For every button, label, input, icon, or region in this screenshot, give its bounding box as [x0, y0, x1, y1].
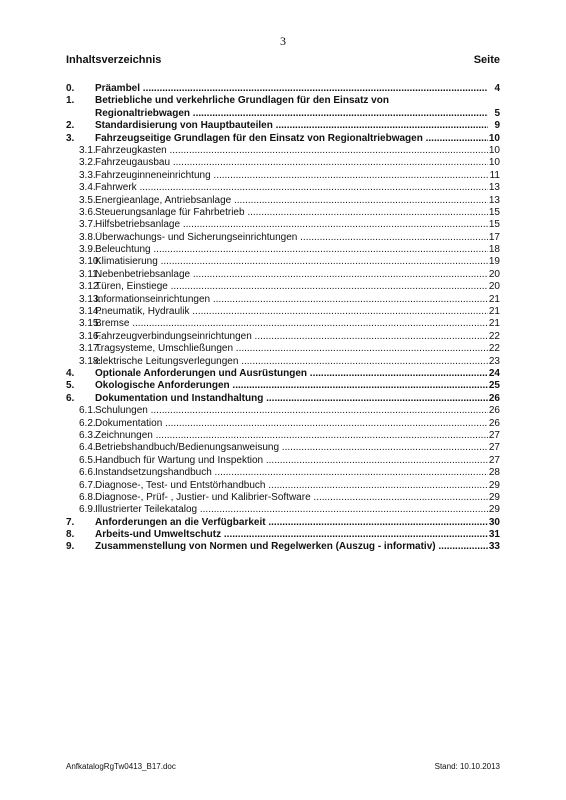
toc-entry-title: Zeichnungen .....	[95, 430, 488, 442]
toc-entry-page: 27	[488, 442, 500, 454]
toc-entry-title: Arbeits-und Umweltschutz .....	[95, 529, 488, 541]
toc-entry-title: Handbuch für Wartung und Inspektion .....	[95, 455, 488, 467]
toc-entry-page: 29	[488, 491, 500, 503]
toc-entry-number: 0.	[66, 83, 75, 94]
toc-entry-page: 26	[488, 405, 500, 417]
toc-entry-number: 3.13.	[79, 293, 102, 305]
toc-entry[interactable]	[66, 442, 500, 454]
toc-entry[interactable]	[66, 108, 500, 120]
toc-entry-title: Dokumentation und Instandhaltung .....	[95, 393, 488, 405]
toc-entry-title: Nebenbetriebsanlage .....	[95, 269, 488, 281]
toc-entry-title: Zusammenstellung von Normen und Regelwerken (Auszug - informativ) .....	[95, 541, 488, 553]
toc-entry-title: Tragsysteme, Umschließungen .....	[95, 343, 488, 355]
toc-entry[interactable]	[66, 480, 500, 492]
toc-entry-page: 28	[488, 467, 500, 479]
toc-entry-page: 15	[488, 219, 500, 231]
toc-entry-number: 6.2.	[79, 417, 96, 429]
toc-entry-number: 3.12.	[79, 281, 102, 293]
toc-entry[interactable]	[66, 95, 500, 107]
toc-entry-title: Schulungen .....	[95, 405, 488, 417]
toc-entry-number: 3.17.	[79, 343, 102, 355]
toc-entry[interactable]	[66, 318, 500, 330]
toc-entry-number: 6.4.	[79, 442, 96, 454]
toc-entry-page: 31	[488, 529, 500, 541]
toc-entry-number: 6.1.	[79, 405, 96, 417]
toc-entry[interactable]	[66, 430, 500, 442]
toc-entry-number: 3.11.	[79, 268, 101, 280]
toc-entry-page: 27	[488, 454, 500, 466]
toc-entry-number: 3.8.	[79, 231, 96, 243]
toc-entry-page: 18	[488, 244, 500, 256]
toc-entry-number: 6.9.	[79, 504, 96, 516]
toc-entry-title: Fahrwerk .....	[95, 182, 488, 194]
toc-entry-number: 3.3.	[79, 169, 96, 181]
toc-entry-page: 21	[488, 306, 500, 318]
toc-entry[interactable]	[66, 269, 500, 281]
toc-entry[interactable]	[66, 418, 500, 430]
toc-entry-page: 26	[488, 417, 500, 429]
toc-entry-title: Anforderungen an die Verfügbarkeit .....	[95, 517, 488, 529]
toc-entry[interactable]	[66, 492, 500, 504]
toc-entry-title: Dokumentation .....	[95, 418, 488, 430]
toc-entry-page: 27	[488, 429, 500, 441]
toc-entry[interactable]	[66, 219, 500, 231]
toc-entry[interactable]	[66, 207, 500, 219]
toc-entry-title: Regionaltriebwagen .....	[95, 108, 488, 120]
toc-entry-title: Überwachungs- und Sicherungseinrichtungen .....	[95, 232, 488, 244]
toc-entry-page: 30	[488, 516, 500, 528]
toc-entry-number: 4.	[66, 367, 75, 379]
toc-entry-title: Fahrzeugseitige Grundlagen für den Einsatz von Regionaltriebwagen .....	[95, 133, 488, 145]
toc-entry-number: 6.6.	[79, 467, 96, 479]
toc-entry-title: Betriebliche und verkehrliche Grundlagen für den Einsatz von	[95, 95, 389, 107]
toc-entry[interactable]	[66, 380, 500, 392]
toc-entry-number: 3.2.	[79, 157, 96, 169]
toc-entry[interactable]	[66, 306, 500, 318]
toc-entry-page: 20	[488, 281, 500, 293]
toc-entry-title: Optionale Anforderungen und Ausrüstungen .....	[95, 368, 488, 380]
toc-entry-title: Pneumatik, Hydraulik .....	[95, 306, 488, 318]
page-number: 3	[280, 34, 286, 48]
toc-entry-page: 26	[488, 392, 500, 404]
toc-entry-title: Fahrzeuginneneinrichtung .....	[95, 170, 488, 182]
toc-entry[interactable]	[66, 83, 500, 95]
toc-entry-number: 6.	[66, 392, 75, 404]
table-of-contents	[66, 83, 500, 554]
toc-entry-number: 6.5.	[79, 454, 96, 466]
toc-entry-page: 25	[488, 380, 500, 392]
toc-entry[interactable]	[66, 405, 500, 417]
toc-entry-number: 3.7.	[79, 219, 96, 231]
toc-entry-title: Steuerungsanlage für Fahrbetrieb .....	[95, 207, 488, 219]
toc-entry[interactable]	[66, 244, 500, 256]
toc-entry-page: 20	[488, 268, 500, 280]
toc-entry-title: Präambel .....	[95, 83, 488, 95]
toc-entry-page: 29	[488, 479, 500, 491]
toc-entry[interactable]	[66, 145, 500, 157]
toc-entry-number: 6.3.	[79, 429, 96, 441]
toc-entry-title: Betriebshandbuch/Bedienungsanweisung .....	[95, 442, 488, 454]
toc-entry[interactable]	[66, 356, 500, 368]
toc-entry-page: 19	[488, 256, 500, 268]
toc-entry-title: Klimatisierung .....	[95, 256, 488, 268]
toc-entry-title: Instandsetzungshandbuch .....	[95, 467, 488, 479]
toc-entry-number: 3.15.	[79, 318, 102, 330]
toc-entry-page: 15	[488, 206, 500, 218]
toc-entry[interactable]	[66, 256, 500, 268]
toc-entry[interactable]	[66, 529, 500, 541]
toc-header	[66, 54, 500, 69]
toc-entry-page: 21	[488, 318, 500, 330]
toc-entry-page: 13	[488, 182, 500, 194]
toc-entry[interactable]	[66, 182, 500, 194]
toc-page-label: Seite	[473, 54, 500, 66]
toc-entry-page: 10	[488, 132, 500, 144]
toc-entry[interactable]	[66, 541, 500, 553]
toc-entry-page: 9	[494, 120, 500, 132]
toc-entry-number: 3.14.	[79, 306, 102, 318]
toc-entry-number: 3.5.	[79, 194, 96, 206]
toc-entry-title: Ökologische Anforderungen .....	[95, 380, 488, 392]
toc-entry[interactable]	[66, 504, 500, 516]
toc-entry[interactable]	[66, 455, 500, 467]
toc-entry-number: 9.	[66, 541, 75, 553]
toc-entry-title: elektrische Leitungsverlegungen .....	[95, 356, 488, 368]
toc-entry-number: 3.16.	[79, 330, 102, 342]
toc-entry-page: 21	[488, 293, 500, 305]
toc-entry[interactable]	[66, 517, 500, 529]
toc-entry[interactable]	[66, 232, 500, 244]
toc-entry-title: Hilfsbetriebsanlage .....	[95, 219, 488, 231]
toc-entry-page: 10	[488, 157, 500, 169]
toc-entry-number: 3.10.	[79, 256, 102, 268]
toc-entry-number: 3.6.	[79, 206, 96, 218]
toc-entry-title: Energieanlage, Antriebsanlage .....	[95, 195, 488, 207]
toc-entry[interactable]	[66, 170, 500, 182]
toc-entry-title: Türen, Einstiege .....	[95, 281, 488, 293]
toc-entry[interactable]	[66, 343, 500, 355]
toc-entry-number: 6.7.	[79, 479, 96, 491]
toc-entry[interactable]	[66, 467, 500, 479]
toc-entry-number: 6.8.	[79, 491, 96, 503]
toc-entry-page: 11	[489, 169, 500, 181]
toc-entry-title: Beleuchtung .....	[95, 244, 488, 256]
toc-entry-number: 2.	[66, 120, 75, 132]
toc-entry[interactable]	[66, 157, 500, 169]
footer-date: Stand: 10.10.2013	[434, 762, 500, 771]
toc-entry[interactable]	[66, 281, 500, 293]
toc-entry-number: 1.	[66, 95, 75, 107]
toc-entry[interactable]	[66, 195, 500, 207]
toc-entry-title: Fahrzeugausbau .....	[95, 157, 488, 169]
toc-entry-title: Standardisierung von Hauptbauteilen .....	[95, 120, 488, 132]
toc-entry-number: 8.	[66, 529, 75, 541]
toc-entry-title: Bremse .....	[95, 318, 488, 330]
toc-entry-number: 3.	[66, 132, 75, 144]
toc-entry-page: 29	[488, 504, 500, 516]
toc-entry[interactable]	[66, 393, 500, 405]
toc-entry-page: 10	[488, 144, 500, 156]
toc-entry[interactable]	[66, 368, 500, 380]
toc-entry-page: 4	[494, 83, 500, 94]
toc-entry-number: 3.1.	[79, 144, 96, 156]
toc-entry[interactable]	[66, 133, 500, 145]
toc-entry-title: Fahrzeugkasten .....	[95, 145, 488, 157]
toc-entry-page: 33	[488, 541, 500, 553]
toc-entry-page: 22	[488, 330, 500, 342]
toc-entry-title: Illustrierter Teilekatalog .....	[95, 504, 488, 516]
toc-entry-number: 5.	[66, 380, 75, 392]
toc-entry-page: 24	[488, 367, 500, 379]
toc-entry-page: 17	[488, 231, 500, 243]
toc-entry-number: 3.9.	[79, 244, 96, 256]
toc-entry-page: 13	[488, 194, 500, 206]
toc-entry[interactable]	[66, 120, 500, 132]
toc-entry-number: 3.4.	[79, 182, 96, 194]
toc-entry-number: 3.18.	[79, 355, 102, 367]
toc-title: Inhaltsverzeichnis	[66, 54, 162, 66]
toc-entry[interactable]	[66, 294, 500, 306]
toc-entry-page: 5	[494, 107, 500, 119]
toc-entry-page: 23	[488, 355, 500, 367]
toc-entry-title: Diagnose-, Prüf- , Justier- und Kalibrier-Software .....	[95, 492, 488, 504]
toc-entry-page: 22	[488, 343, 500, 355]
toc-entry[interactable]	[66, 331, 500, 343]
toc-entry-title: Informationseinrichtungen .....	[95, 294, 488, 306]
toc-entry-title: Fahrzeugverbindungseinrichtungen .....	[95, 331, 488, 343]
toc-entry-number: 7.	[66, 516, 75, 528]
toc-entry-title: Diagnose-, Test- und Entstörhandbuch .....	[95, 480, 488, 492]
footer-filename: AnfkatalogRgTw0413_B17.doc	[66, 762, 176, 771]
